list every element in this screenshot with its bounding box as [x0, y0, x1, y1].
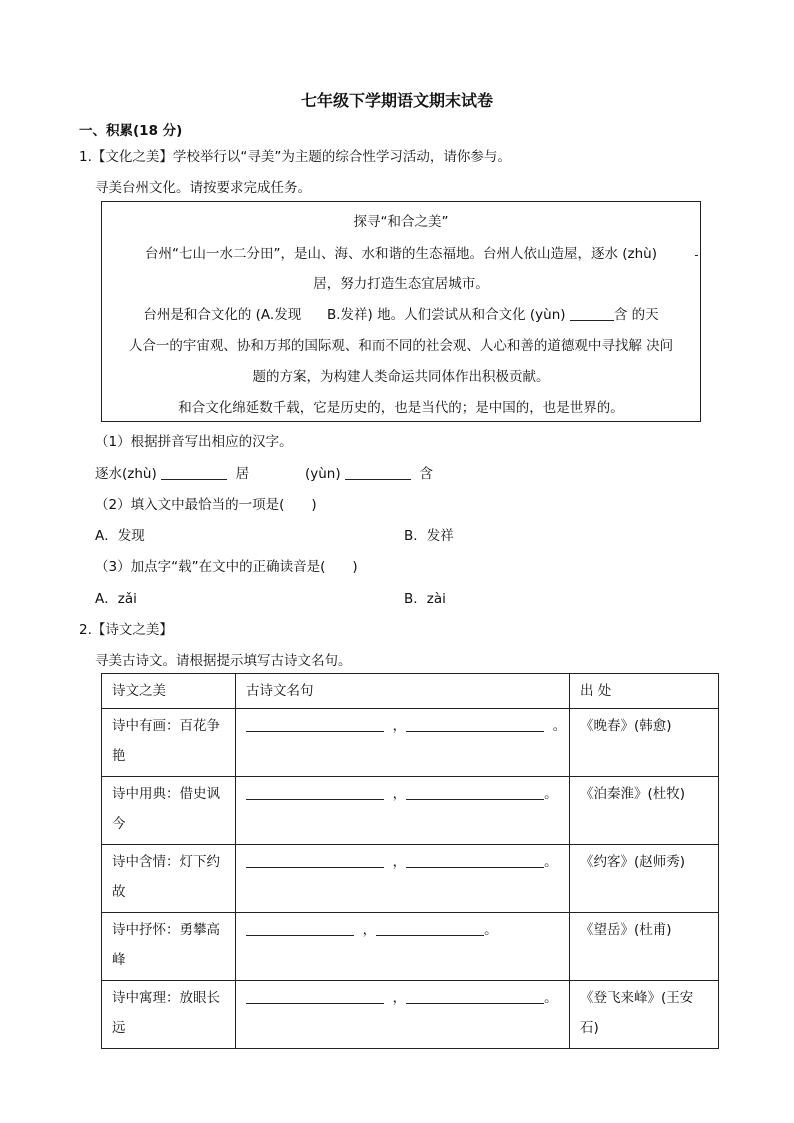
- answer-blank[interactable]: [406, 719, 544, 732]
- part-2-label: （2）填入文中最恰当的一项是( ): [95, 497, 317, 513]
- period: 。: [484, 922, 498, 938]
- section-heading: 一、积累(18 分): [79, 123, 183, 139]
- zhu-answer-blank[interactable]: [161, 467, 227, 480]
- answer-cell: [236, 709, 570, 777]
- comma: ，: [362, 922, 377, 938]
- poetry-table: [101, 673, 719, 1049]
- yun-answer-blank[interactable]: [345, 467, 411, 480]
- source-cell: 《登飞来峰》(王安石): [570, 981, 719, 1049]
- part-3-label: （3）加点字“载”在文中的正确读音是( ): [95, 559, 358, 575]
- table-row: [102, 913, 719, 981]
- answer-blank[interactable]: [246, 855, 384, 868]
- header-lines: 古诗文名句: [236, 674, 570, 709]
- question-1: [79, 145, 511, 165]
- comma: ，: [392, 990, 407, 1006]
- table-row: [102, 845, 719, 913]
- answer-blank[interactable]: [406, 991, 544, 1004]
- period: 。: [544, 786, 558, 802]
- source-cell: 《晚春》(韩愈): [570, 709, 719, 777]
- part-3-option-a[interactable]: A．zǎi: [95, 591, 137, 607]
- header-theme: 诗文之美: [102, 674, 236, 709]
- passage-line-4: 人合一的宇宙观、协和万邦的国际观、和而不同的社会观、人心和善的道德观中寻找解 决问: [128, 338, 674, 354]
- question-1-subtask: 寻美台州文化。请按要求完成任务。: [95, 180, 311, 196]
- part-3-option-b[interactable]: B．zài: [404, 591, 446, 607]
- source-cell: 《泊秦淮》(杜牧): [570, 777, 719, 845]
- reading-passage-box: [101, 201, 701, 422]
- passage-line-3: [102, 303, 700, 323]
- table-row: [102, 777, 719, 845]
- theme-cell: 诗中寓理：放眼长远: [102, 981, 236, 1049]
- passage-line-6: 和合文化绵延数千载，它是历史的，也是当代的；是中国的，也是世界的。: [178, 400, 624, 416]
- zhu-prompt: 逐水(zhù): [95, 466, 157, 482]
- period: 。: [544, 990, 558, 1006]
- theme-cell: 诗中抒怀：勇攀高峰: [102, 913, 236, 981]
- source-cell: 《约客》(赵师秀): [570, 845, 719, 913]
- question-number: 2.: [79, 622, 92, 638]
- comma: ，: [392, 718, 407, 734]
- answer-blank[interactable]: [406, 855, 544, 868]
- passage-line-3-part-b: B.发祥) 地。人们尝试从和合文化 (yùn): [326, 307, 566, 323]
- part-1-answer-line-b: [305, 462, 433, 482]
- page-title: 七年级下学期语文期末试卷: [300, 91, 493, 110]
- question-2: [79, 618, 173, 638]
- header-source: 出 处: [570, 674, 719, 709]
- answer-blank[interactable]: [246, 719, 384, 732]
- comma: ，: [392, 786, 407, 802]
- answer-cell: [236, 981, 570, 1049]
- answer-blank[interactable]: [246, 991, 384, 1004]
- theme-cell: 诗中用典：借史讽今: [102, 777, 236, 845]
- part-1-label: （1）根据拼音写出相应的汉字。: [95, 434, 293, 450]
- passage-blank-mark: [695, 255, 698, 256]
- part-1-answer-line: [95, 462, 249, 482]
- question-tag: 【诗文之美】: [91, 622, 173, 638]
- passage-line-1: 台州“七山一水二分田”，是山、海、水和谐的生态福地。台州人依山造屋，逐水 (zhù): [144, 246, 657, 262]
- yun-suffix: 含: [419, 466, 434, 482]
- answer-blank[interactable]: [246, 923, 354, 936]
- passage-line-5: 题的方案，为构建人类命运共同体作出积极贡献。: [252, 369, 550, 385]
- answer-cell: [236, 913, 570, 981]
- part-2-option-b[interactable]: B．发祥: [404, 528, 454, 544]
- zhu-suffix: 居: [235, 466, 250, 482]
- comma: ，: [392, 854, 407, 870]
- yun-blank[interactable]: [570, 308, 614, 321]
- question-number: 1.: [79, 149, 92, 165]
- question-2-subtask: 寻美古诗文。请根据提示填写古诗文名句。: [95, 653, 352, 669]
- table-row: [102, 981, 719, 1049]
- answer-blank[interactable]: [246, 787, 384, 800]
- question-prompt: 学校举行以“寻美”为主题的综合性学习活动，请你参与。: [172, 149, 511, 165]
- passage-heading: 探寻“和合之美”: [353, 214, 449, 230]
- yun-prompt: (yùn): [305, 466, 341, 482]
- part-2-option-a[interactable]: A．发现: [95, 528, 145, 544]
- source-cell: 《望岳》(杜甫): [570, 913, 719, 981]
- period: 。: [544, 854, 558, 870]
- answer-blank[interactable]: [376, 923, 484, 936]
- question-tag: 【文化之美】: [91, 149, 173, 165]
- answer-cell: [236, 845, 570, 913]
- theme-cell: 诗中含情：灯下约故: [102, 845, 236, 913]
- passage-line-3-part-a: 台州是和合文化的 (A.发现: [143, 307, 302, 323]
- answer-cell: [236, 777, 570, 845]
- passage-line-3-part-c: 含 的天: [613, 307, 659, 323]
- theme-cell: 诗中有画：百花争艳: [102, 709, 236, 777]
- period: 。: [552, 718, 567, 734]
- passage-line-2: 居，努力打造生态宜居城市。: [313, 276, 489, 292]
- answer-blank[interactable]: [406, 787, 544, 800]
- table-row: [102, 709, 719, 777]
- table-header-row: [102, 674, 719, 709]
